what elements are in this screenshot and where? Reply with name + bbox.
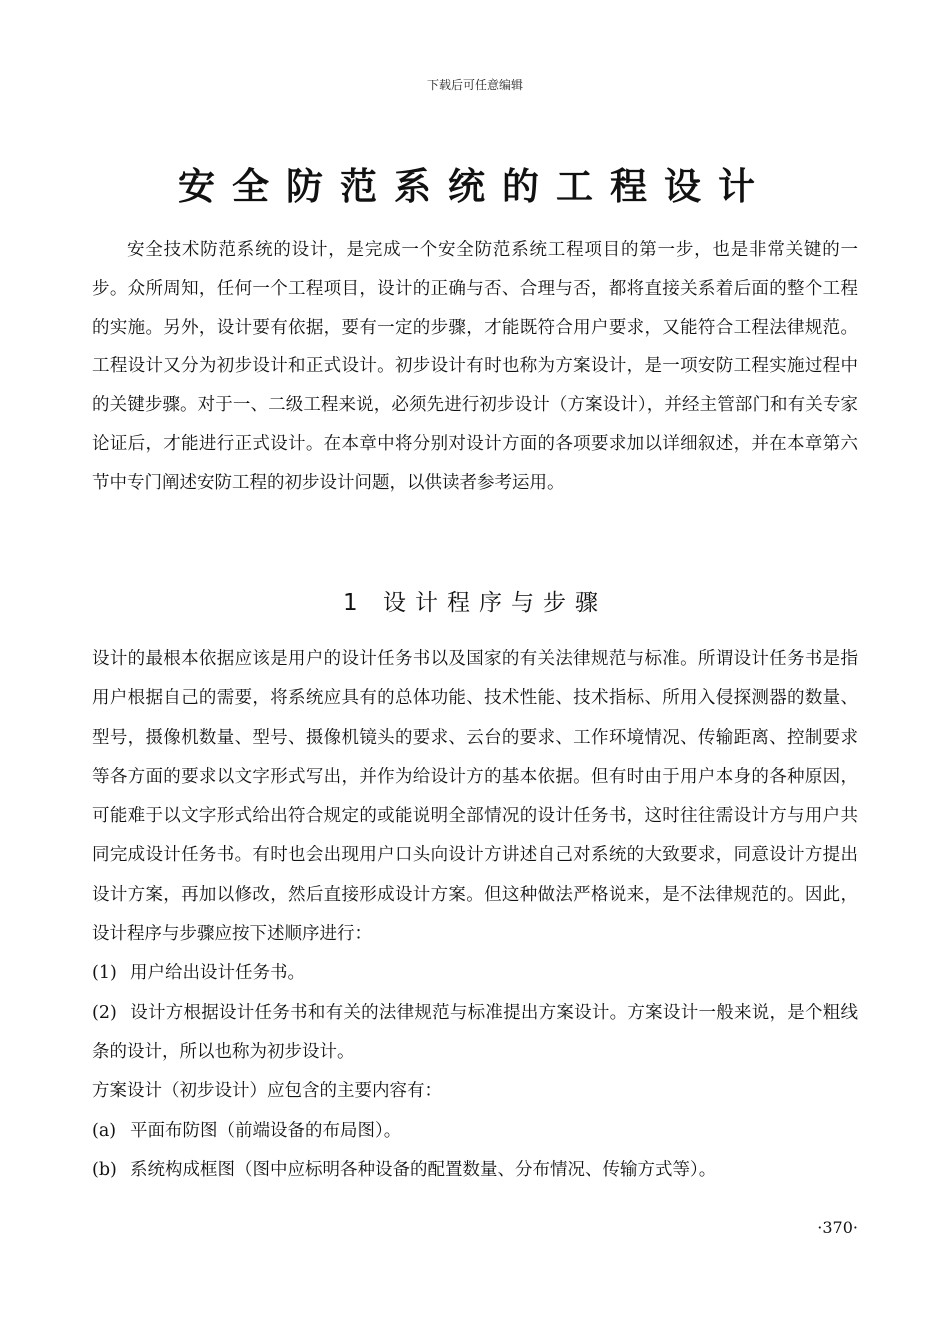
section-body (92, 640, 858, 1190)
list-item-text: 系统构成框图（图中应标明各种设备的配置数量、分布情况、传输方式等）。 (130, 1159, 717, 1180)
list-item (92, 1112, 858, 1151)
intro-paragraph: 安全技术防范系统的设计，是完成一个安全防范系统工程项目的第一步，也是非常关键的一步。众所周知，任何一个工程项目，设计的正确与否、合理与否，都将直接关系着后面的整个工程的实施。另外，设计要有依据，要有一定的步骤，才能既符合用户要求，又能符合工程法律规范。工程设计又分为初步设计和正式设计。初步设计有时也称为方案设计，是一项安防工程实施过程中的关键步骤。对于一、二级工程来说，必须先进行初步设计（方案设计），并经主管部门和有关专家论证后，才能进行正式设计。在本章中将分别对设计方面的各项要求加以详细叙述，并在本章第六节中专门阐述安防工程的初步设计问题，以供读者参考运用。 (92, 240, 858, 493)
section-heading: 1 设计程序与步骤 (343, 590, 607, 616)
page-number: ·370· (817, 1218, 858, 1237)
content-intro: 方案设计（初步设计）应包含的主要内容有： (92, 1081, 442, 1102)
list-item (92, 994, 858, 1073)
list-marker: (a) (92, 1120, 117, 1141)
list-item (92, 954, 858, 993)
list-item-text: 用户给出设计任务书。 (130, 963, 305, 984)
list-marker: (2) (92, 1002, 117, 1023)
list-item (92, 1151, 858, 1190)
list-marker: (b) (92, 1159, 117, 1180)
list-item-text: 平面布防图（前端设备的布局图）。 (130, 1120, 402, 1141)
header-note: 下载后可任意编辑 (426, 78, 523, 92)
list-item-text: 设计方根据设计任务书和有关的法律规范与标准提出方案设计。方案设计一般来说，是个粗线条的设计，所以也称为初步设计。 (92, 1002, 858, 1062)
list-marker: (1) (92, 963, 117, 984)
section-paragraph: 设计的最根本依据应该是用户的设计任务书以及国家的有关法律规范与标准。所谓设计任务书是指用户根据自己的需要，将系统应具有的总体功能、技术性能、技术指标、所用入侵探测器的数量、型号，摄像机数量、型号、摄像机镜头的要求、云台的要求、工作环境情况、传输距离、控制要求等各方面的要求以文字形式写出，并作为给设计方的基本依据。但有时由于用户本身的各种原因，可能难于以文字形式给出符合规定的或能说明全部情况的设计任务书，这时往往需设计方与用户共同完成设计任务书。有时也会出现用户口头向设计方讲述自己对系统的大致要求，同意设计方提出设计方案，再加以修改，然后直接形成设计方案。但这种做法严格说来，是不法律规范的。因此，设计程序与步骤应按下述顺序进行： (92, 649, 858, 945)
page-title: 安全防范系统的工程设计 (178, 164, 772, 208)
